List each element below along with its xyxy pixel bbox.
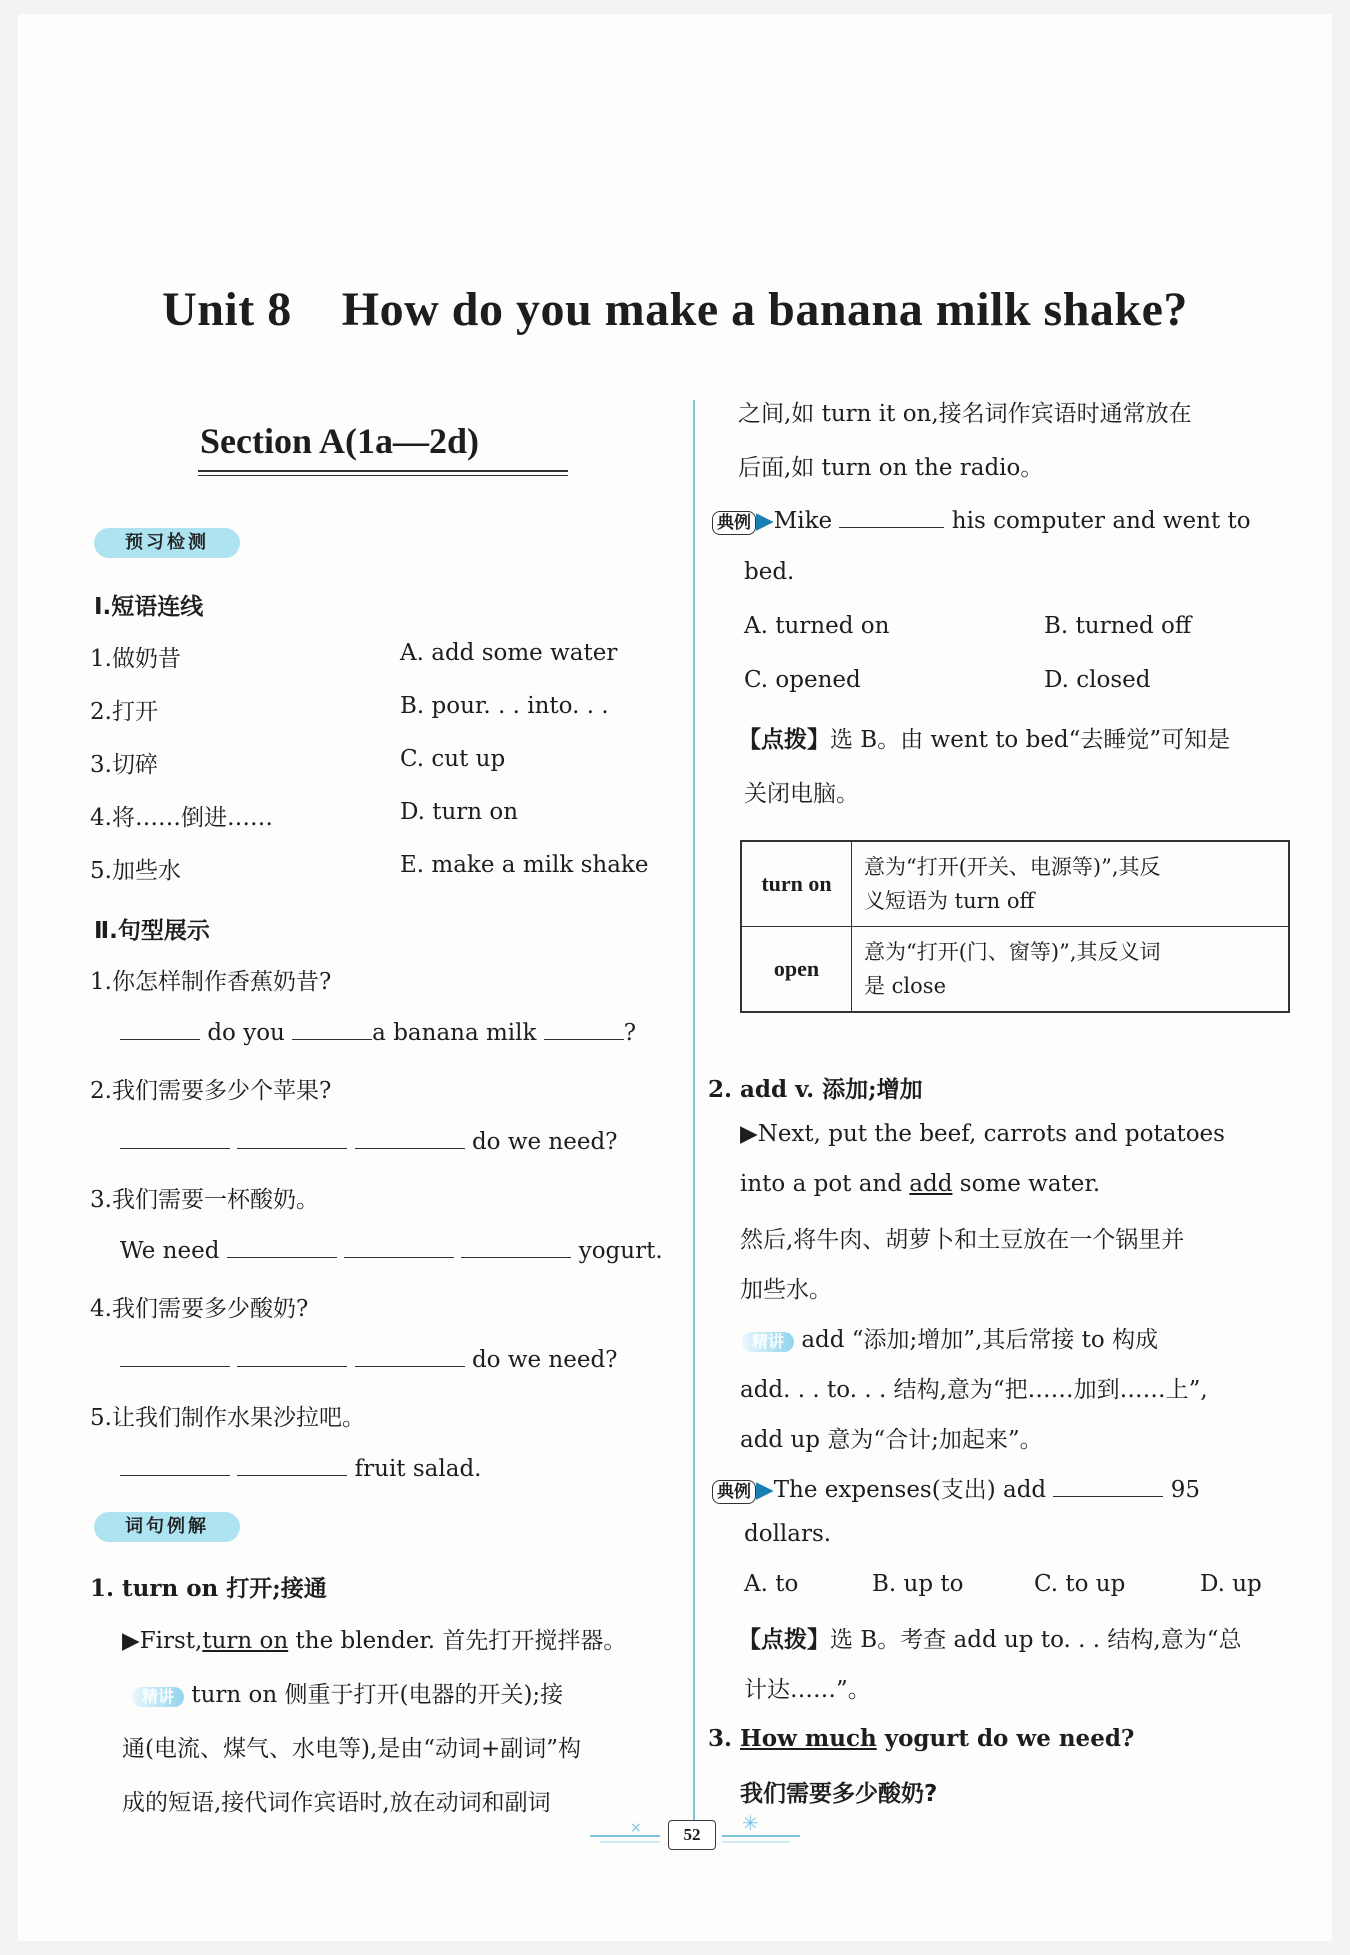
table-value: [852, 841, 1290, 927]
answer-blank[interactable]: [237, 1453, 347, 1476]
section-rule: [198, 470, 568, 472]
q3-head: We need: [120, 1238, 220, 1264]
example1-hint: [738, 721, 1230, 754]
match-cn-3: 3.切碎: [90, 752, 158, 778]
answer-blank[interactable]: [120, 1344, 230, 1367]
item1-exp-l1: turn on 侧重于打开(电器的开关);接: [191, 1682, 564, 1708]
jingjiang-tag: 精讲: [132, 1687, 184, 1707]
item3-rest: yogurt do we need?: [876, 1725, 1135, 1752]
match-cn-5: 5.加些水: [90, 858, 181, 884]
hint-label: 【点拨】: [738, 726, 830, 753]
item2-example-1: ▶Next, put the beef, carrots and potatoes: [740, 1121, 1225, 1147]
q5-cn: 5.让我们制作水果沙拉吧。: [90, 1405, 365, 1431]
table-row: [741, 927, 1289, 1013]
q5-en: [120, 1453, 481, 1482]
option-d[interactable]: D. closed: [1044, 667, 1151, 693]
q1-cn: 1.你怎样制作香蕉奶昔?: [90, 969, 332, 995]
item1-explain-5: 后面,如 turn on the radio。: [738, 455, 1044, 481]
answer-blank[interactable]: [344, 1235, 454, 1258]
item2-ex-term: add: [909, 1171, 953, 1197]
part1-heading: Ⅰ.短语连线: [94, 594, 204, 620]
hint-label: 【点拨】: [738, 1626, 830, 1653]
comparison-table: [740, 840, 1290, 1013]
answer-blank[interactable]: [355, 1126, 465, 1149]
match-en-4: D. turn on: [400, 799, 519, 825]
item2-explain-2: add. . . to. . . 结构,意为“把……加到……上”,: [740, 1377, 1208, 1403]
answer-blank[interactable]: [544, 1017, 624, 1040]
item1-example: [122, 1622, 626, 1655]
item1-explain-2: 通(电流、煤气、水电等),是由“动词+副词”构: [122, 1736, 582, 1762]
option-a[interactable]: A. to: [744, 1571, 799, 1597]
item3-cn: 我们需要多少酸奶?: [740, 1781, 938, 1807]
example2-hint: [738, 1621, 1241, 1654]
item2-example-2: [740, 1171, 1100, 1197]
example1-post: his computer and went to: [951, 508, 1251, 534]
example-tag: 典例: [712, 1480, 756, 1504]
example2-hint-2: 计达……”。: [744, 1677, 871, 1703]
option-b[interactable]: B. turned off: [1044, 613, 1192, 639]
item1-example-post: the blender. 首先打开搅拌器。: [288, 1628, 627, 1654]
q3-tail: yogurt.: [578, 1238, 663, 1264]
answer-blank[interactable]: [355, 1344, 465, 1367]
table-key: open: [741, 927, 852, 1013]
item1-heading: 1. turn on 打开;接通: [90, 1575, 327, 1602]
answer-blank[interactable]: [237, 1344, 347, 1367]
example2-post: 95: [1170, 1477, 1201, 1503]
example1-pre: Mike: [773, 508, 833, 534]
example1-hint-2: 关闭电脑。: [744, 781, 859, 807]
item1-example-term: turn on: [202, 1628, 289, 1654]
item2-explain-1: [742, 1321, 1158, 1354]
match-en-2: B. pour. . . into. . .: [400, 693, 609, 719]
part2-heading: Ⅱ.句型展示: [94, 918, 210, 944]
item2-heading: 2. add v. 添加;增加: [708, 1076, 923, 1103]
q3-en: [120, 1235, 663, 1264]
example2-hint-l1: 选 B。考查 add up to. . . 结构,意为“总: [830, 1627, 1242, 1653]
item2-explain-3: add up 意为“合计;加起来”。: [740, 1427, 1043, 1453]
item2-ex-pre: into a pot and: [740, 1171, 910, 1197]
q2-en: [120, 1126, 618, 1155]
badge-explain: 词句例解: [94, 1512, 240, 1542]
item2-exp-l1: add “添加;增加”,其后常接 to 构成: [801, 1327, 1159, 1353]
answer-blank[interactable]: [227, 1235, 337, 1258]
example2-pre: The expenses(支出) add: [773, 1477, 1047, 1503]
table-value-l1: 意为“打开(门、窗等)”,其反义词: [864, 940, 1161, 964]
item1-explain-3: 成的短语,接代词作宾语时,放在动词和副词: [122, 1790, 551, 1816]
item1-explain-1: [132, 1676, 563, 1709]
column-divider: [693, 400, 695, 1825]
match-en-3: C. cut up: [400, 746, 506, 772]
q5-tail: fruit salad.: [354, 1456, 482, 1482]
item1-explain-4: 之间,如 turn it on,接名词作宾语时通常放在: [738, 401, 1192, 427]
q1-word1: do you: [207, 1020, 285, 1046]
section-title: Section A(1a—2d): [200, 421, 479, 461]
q3-cn: 3.我们需要一杯酸奶。: [90, 1187, 319, 1213]
svg-text:✳: ✳: [742, 1811, 759, 1835]
table-value-l2: 是 close: [864, 974, 947, 998]
answer-blank[interactable]: [839, 505, 944, 528]
table-value-l2: 义短语为 turn off: [864, 889, 1035, 913]
table-value-l1: 意为“打开(开关、电源等)”,其反: [864, 855, 1161, 879]
option-b[interactable]: B. up to: [872, 1571, 964, 1597]
table-key: turn on: [741, 841, 852, 927]
answer-blank[interactable]: [461, 1235, 571, 1258]
item2-cn-1: 然后,将牛肉、胡萝卜和土豆放在一个锅里并: [740, 1227, 1185, 1253]
q1-word2: a banana milk: [372, 1020, 537, 1046]
example1-cont: bed.: [744, 559, 795, 585]
q1-en: [120, 1017, 636, 1046]
match-en-5: E. make a milk shake: [400, 852, 649, 878]
item3-term: How much: [740, 1725, 877, 1752]
page-number: 52: [668, 1820, 716, 1850]
item2-cn-2: 加些水。: [740, 1277, 832, 1303]
q4-cn: 4.我们需要多少酸奶?: [90, 1296, 309, 1322]
section-rule-thin: [198, 475, 568, 476]
item2-ex-post: some water.: [952, 1171, 1101, 1197]
match-cn-4: 4.将……倒进……: [90, 805, 273, 831]
example1-stem: 典例 ▶Mike his computer and went to: [712, 505, 1251, 535]
q4-tail: do we need?: [471, 1347, 618, 1373]
answer-blank[interactable]: [120, 1017, 200, 1040]
q1-end: ?: [623, 1020, 637, 1046]
unit-title: Unit 8 How do you make a banana milk shake?: [162, 283, 1188, 336]
svg-text:×: ×: [630, 1820, 642, 1836]
example2-cont: dollars.: [744, 1521, 832, 1547]
table-row: [741, 841, 1289, 927]
q2-tail: do we need?: [471, 1129, 618, 1155]
answer-blank[interactable]: [237, 1126, 347, 1149]
option-c[interactable]: C. to up: [1034, 1571, 1126, 1597]
option-a[interactable]: A. turned on: [744, 613, 890, 639]
match-cn-2: 2.打开: [90, 699, 158, 725]
example1-hint-l1: 选 B。由 went to bed“去睡觉”可知是: [830, 727, 1231, 753]
example2-stem: 典例 ▶The expenses(支出) add 95: [712, 1471, 1200, 1504]
table-value: [852, 927, 1290, 1013]
option-c[interactable]: C. opened: [744, 667, 861, 693]
answer-blank[interactable]: [292, 1017, 372, 1040]
item1-example-pre: ▶First,: [122, 1628, 203, 1654]
jingjiang-tag: 精讲: [742, 1332, 794, 1352]
match-cn-1: 1.做奶昔: [90, 646, 181, 672]
item3-num: 3.: [708, 1725, 741, 1752]
answer-blank[interactable]: [120, 1126, 230, 1149]
badge-preview: 预习检测: [94, 528, 240, 558]
answer-blank[interactable]: [1053, 1474, 1163, 1497]
example-tag: 典例: [712, 511, 756, 535]
item3-heading: [708, 1725, 1134, 1752]
q4-en: [120, 1344, 618, 1373]
match-en-1: A. add some water: [400, 640, 618, 666]
answer-blank[interactable]: [120, 1453, 230, 1476]
q2-cn: 2.我们需要多少个苹果?: [90, 1078, 332, 1104]
option-d[interactable]: D. up: [1200, 1571, 1262, 1597]
